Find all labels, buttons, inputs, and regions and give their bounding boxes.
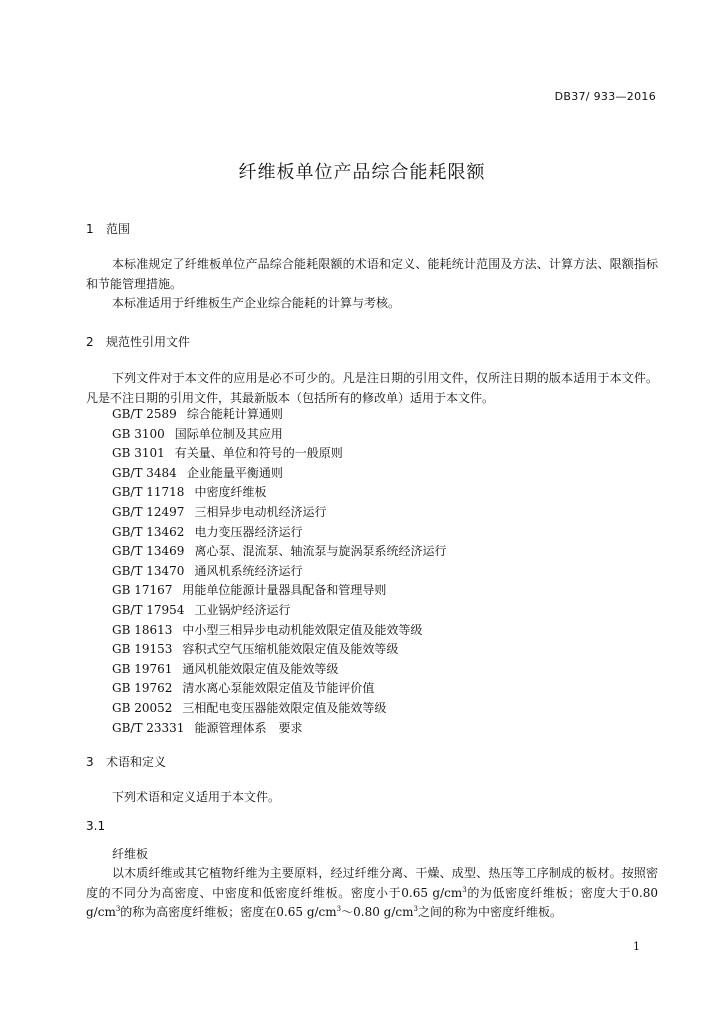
page-number: 1 [633,940,640,953]
reference-item [112,464,446,484]
reference-title: 清水离心泵能效限定值及节能评价值 [182,681,375,696]
page-title: 纤维板单位产品综合能耗限额 [238,162,486,183]
superscript: 3 [115,905,121,913]
reference-title: 综合能耗计算通则 [186,407,283,421]
reference-code: GB/T 12497 [112,504,185,519]
reference-item [112,601,446,621]
definition-text: ～0.80 g/cm [341,905,414,919]
reference-list [112,405,446,738]
reference-title: 电力变压器经济运行 [194,524,303,539]
section-number: 2 [86,335,94,349]
reference-title: 通风机系统经济运行 [194,563,303,578]
reference-title: 通风机能效限定值及能效等级 [182,661,339,676]
reference-title: 企业能量平衡通则 [186,465,283,480]
reference-item [112,699,446,719]
section-1-heading [86,220,130,237]
reference-item [112,640,446,660]
reference-item [112,503,446,523]
reference-item [112,581,446,601]
reference-code: GB/T 2589 [112,407,177,421]
reference-item [112,562,446,582]
reference-title: 中密度纤维板 [194,485,267,500]
reference-title: 离心泵、混流泵、轴流泵与旋涡泵系统经济运行 [194,544,447,559]
reference-item [112,542,446,562]
reference-code: GB/T 11718 [112,485,185,500]
section-3-paragraph-1: 下列术语和定义适用于本文件。 [112,790,281,804]
reference-item [112,444,446,464]
reference-item [112,660,446,680]
reference-item [112,405,446,425]
superscript: 3 [336,905,342,913]
reference-title: 三相配电变压器能效限定值及能效等级 [182,700,387,715]
superscript: 3 [462,885,467,894]
reference-code: GB 19762 [112,681,173,696]
reference-item [112,425,446,445]
definition-text: 的称为高密度纤维板；密度在0.65 g/cm [120,905,337,919]
reference-code: GB/T 3484 [112,465,177,480]
term-number: 3.1 [86,819,106,833]
reference-code: GB 18613 [112,622,173,637]
reference-code: GB/T 13469 [112,544,185,559]
document-code: DB37/ 933—2016 [554,90,656,103]
reference-code: GB 3100 [112,426,165,441]
section-3-heading [86,753,166,770]
definition-text: 的为低密度纤维板；密度大于0.80 g/cm [86,885,658,919]
superscript: 3 [413,905,418,913]
section-1-paragraph-1: 本标准规定了纤维板单位产品综合能耗限额的术语和定义、能耗统计范围及方法、计算方法、限额指标和节能管理措施。 [86,257,658,291]
term-name: 纤维板 [112,847,149,861]
section-2-paragraph-1: 下列文件对于本文件的应用是必不可少的。凡是注日期的引用文件，仅所注日期的版本适用于本文件。凡是不注日期的引用文件，其最新版本（包括所有的修改单）适用于本文件。 [86,371,658,405]
section-number: 3 [86,755,94,769]
section-number: 1 [86,222,94,236]
reference-item [112,679,446,699]
reference-item [112,621,446,641]
section-2-heading [86,333,190,350]
reference-title: 三相异步电动机经济运行 [194,504,327,519]
section-title: 术语和定义 [106,755,167,769]
reference-code: GB 19153 [112,642,173,657]
reference-title: 工业锅炉经济运行 [194,602,291,617]
reference-code: GB/T 13462 [112,524,185,539]
reference-title: 国际单位制及其应用 [174,426,283,441]
reference-code: GB/T 13470 [112,563,185,578]
reference-title: 中小型三相异步电动机能效限定值及能效等级 [182,622,423,637]
reference-code: GB/T 23331 [112,720,185,735]
reference-code: GB 19761 [112,661,173,676]
section-1-paragraph-2: 本标准适用于纤维板生产企业综合能耗的计算与考核。 [112,296,401,310]
definition-text: 以木质纤维或其它植物纤维为主要原料，经过纤维分离、干燥、成型、热压等工序制成的板材。按照密度的不同分为高密度、中密度和低密度纤维板。密度小于0.65 g/cm [86,866,658,900]
reference-title: 容积式空气压缩机能效限定值及能效等级 [182,642,399,657]
reference-code: GB/T 17954 [112,602,185,617]
reference-code: GB 17167 [112,583,173,598]
reference-item [112,523,446,543]
reference-title: 能源管理体系 要求 [194,720,303,735]
reference-title: 有关量、单位和符号的一般原则 [174,446,343,461]
reference-title: 用能单位能源计量器具配备和管理导则 [182,583,387,598]
section-title: 规范性引用文件 [106,335,191,349]
definition-text: 之间的称为中密度纤维板。 [417,905,562,919]
reference-item [112,719,446,739]
section-title: 范围 [106,222,131,236]
reference-code: GB 20052 [112,700,173,715]
reference-item [112,483,446,503]
reference-code: GB 3101 [112,446,165,461]
term-definition [86,864,658,923]
